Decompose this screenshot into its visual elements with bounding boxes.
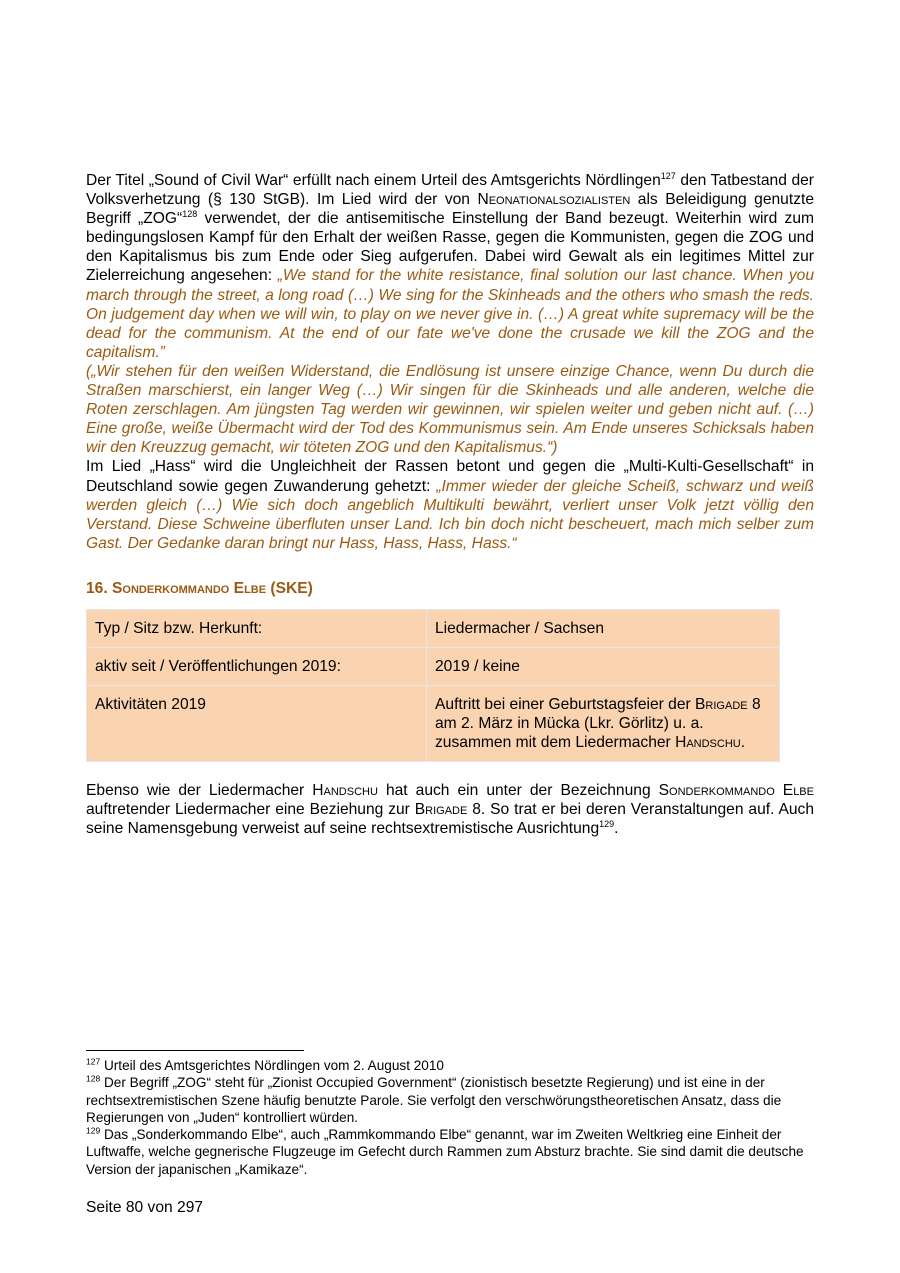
page-body — [86, 171, 814, 838]
table-value: Liedermacher / Sachsen — [427, 609, 780, 647]
table-row — [87, 685, 780, 761]
page-number: Seite 80 von 297 — [86, 1199, 204, 1216]
footnote-ref-127[interactable]: 127 — [660, 170, 676, 181]
table-row — [87, 647, 780, 685]
paragraph-ske: Ebenso wie der Liedermacher Handschu hat auch ein unter der Bezeichnung Sonderkommando Elbe auftretender Liedermacher eine Beziehung zur Brigade 8. So trat er bei deren Veranstaltungen auf. Auch seine Namensgebung verweist auf seine rechtsextremistische Ausrichtung$^{129}$. — [86, 781, 814, 838]
table-label: Typ / Sitz bzw. Herkunft: — [87, 609, 427, 647]
footnote-128: $^{128}$ Der Begriff „ZOG“ steht für „Zionist Occupied Government“ (zionistisch besetzte Regierung) und ist eine in der rechtsextremistischen Szene häufig benutzte Parole. Sie verfolgt den verschwörungstheoretischen Ansatz, dass die Regierungen von „Juden“ kontrolliert würden. — [86, 1073, 782, 1125]
table-row — [87, 609, 780, 647]
footnote-129: $^{129}$ Das „Sonderkommando Elbe“, auch „Rammkommando Elbe“ genannt, war im Zweiten Weltkrieg eine Einheit der Luftwaffe, welche gegnerische Flugzeuge im Gefecht durch Rammen zum Absturz brachte. Sie sind damit die deutsche Version der japanischen „Kamikaze“. — [86, 1125, 804, 1177]
footnote-ref-128[interactable]: 128 — [182, 209, 198, 219]
quote-hass: „Immer wieder der gleiche Scheiß, schwarz und weiß werden gleich (…) Wie sich doch angeblich Multikulti bewährt, verliert unser Volk jetzt völlig den Verstand. Diese Schweine überfluten unser Land. Ich bin doch nicht bescheuert, mach mich selber zum Gast. Der Gedanke daran bringt nur Hass, Hass, Hass, Hass.“ — [86, 477, 814, 552]
table-value: 2019 / keine — [427, 647, 780, 685]
section-heading: 16. Sonderkommando Elbe (SKE) — [86, 579, 313, 597]
table-label: aktiv seit / Veröffentlichungen 2019: — [87, 647, 427, 685]
table-label: Aktivitäten 2019 — [87, 685, 427, 761]
info-table — [86, 609, 780, 762]
footnotes — [86, 1057, 814, 1178]
quote-german-translation: („Wir stehen für den weißen Widerstand, die Endlösung ist unsere einzige Chance, wenn Du durch die Straßen marschierst, ein langer Weg (…) Wir singen für die Skinheads und alle anderen, welche die Roten zerschlagen. Am jüngsten Tag werden wir gewinnen, wir spielen weiter und geben nicht auf. (…) Eine große, weiße Übermacht wird der Tod des Kommunismus sein. Am Ende unseres Schicksals haben wir den Kreuzzug gemacht, wir töteten ZOG und den Kapitalismus.“) — [86, 362, 814, 457]
paragraph-sound-of-civil-war: Der Titel „Sound of Civil War“ erfüllt nach einem Urteil des Amtsgerichts Nördlingen$^{127}$ den Tatbestand der Volksverhetzung (§ 130 StGB). Im Lied wird der von Neonationalsozialisten als Beleidigung genutzte Begriff „ZOG“$^{128}$ verwendet, der die antisemitische Einstellung der Band bezeugt. Weiterhin wird zum bedingungslosen Kampf für den Erhalt der weißen Rasse, gegen die Kommunisten, gegen die ZOG und den Kapitalismus bis zum Ende oder Sieg aufgerufen. Dabei wird Gewalt als ein legitimes Mittel zur Zielerreichung angesehen: „We stand for the white resistance, final solution our last chance. When you march through the street, a long road (…) We sing for the Skinheads and the others who smash the reds. On judgement day when we will win, to play on we never give in. (…) A great white supremacy will be the dead for the communism. At the end of our fate we've done the crusade we kill the ZOG and the capitalism.” („Wir stehen für den weißen Widerstand, die Endlösung ist unsere einzige Chance, wenn Du durch die Straßen marschierst, ein langer Weg (…) Wir singen für die Skinheads und alle anderen, welche die Roten zerschlagen. Am jüngsten Tag werden wir gewinnen, wir spielen weiter und geben nicht auf. (…) Eine große, weiße Übermacht wird der Tod des Kommunismus sein. Am Ende unseres Schicksals haben wir den Kreuzzug gemacht, wir töteten ZOG und den Kapitalismus.“) Im Lied „Hass“ wird die Ungleichheit der Rassen betont und gegen die „Multi-Kulti-Gesellschaft“ in Deutschland sowie gegen Zuwanderung gehetzt: „Immer wieder der gleiche Scheiß, schwarz und weiß werden gleich (…) Wie sich doch angeblich Multikulti bewährt, verliert unser Volk jetzt völlig den Verstand. Diese Schweine überfluten unser Land. Ich bin doch nicht bescheuert, mach mich selber zum Gast. Der Gedanke daran bringt nur Hass, Hass, Hass, Hass.“ — [86, 170, 814, 552]
footnote-divider — [86, 1050, 304, 1051]
footnote-127: $^{127}$ Urteil des Amtsgerichtes Nördlingen vom 2. August 2010 — [86, 1056, 444, 1073]
footnote-ref-129[interactable]: 129 — [599, 818, 615, 829]
quote-english: „We stand for the white resistance, final solution our last chance. When you march through the street, a long road (…) We sing for the Skinheads and the others who smash the reds. On judgement day when we will win, to play on we never give in. (…) A great white supremacy will be the dead for the communism. At the end of our fate we've done the crusade we kill the ZOG and the capitalism.” — [86, 267, 814, 361]
table-value: Auftritt bei einer Geburtstagsfeier der Brigade 8 am 2. März in Mücka (Lkr. Görlitz) u. a. zusammen mit dem Liedermacher Handschu. — [427, 685, 780, 761]
